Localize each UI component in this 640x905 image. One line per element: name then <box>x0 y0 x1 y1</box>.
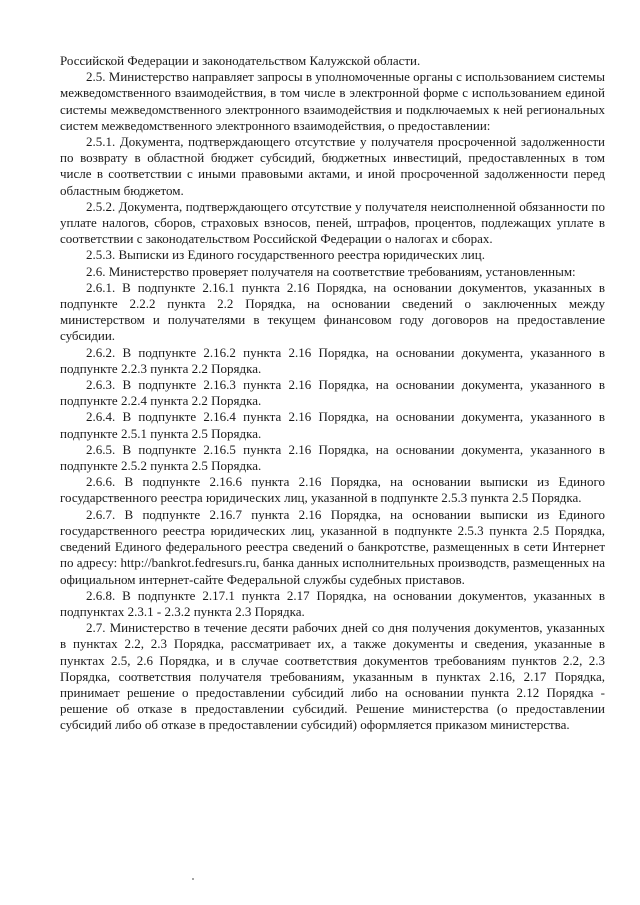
paragraph-2-5-3: 2.5.3. Выписки из Единого государственного реестра юридических лиц. <box>86 247 485 263</box>
document-page <box>60 53 605 734</box>
paragraph-2-6-6: 2.6.6. В подпункте 2.16.6 пункта 2.16 Порядка, на основании выписки из Единого государственного реестра юридических лиц, указанной в подпункте 2.5.3 пункта 2.5 Порядка. <box>60 474 605 506</box>
paragraph-continuation: Российской Федерации и законодательством Калужской области. <box>60 53 421 68</box>
paragraph-2-6-5: 2.6.5. В подпункте 2.16.5 пункта 2.16 Порядка, на основании документа, указанного в подпункте 2.5.2 пункта 2.5 Порядка. <box>60 441 605 474</box>
scan-speck <box>192 878 194 880</box>
paragraph-2-6: 2.6. Министерство проверяет получателя на соответствие требованиям, установленным: <box>86 263 576 279</box>
paragraph-2-6-8: 2.6.8. В подпункте 2.17.1 пункта 2.17 Порядка, на основании документов, указанных в подпунктах 2.3.1 - 2.3.2 пункта 2.3 Порядка. <box>60 587 605 619</box>
paragraph-2-7: 2.7. Министерство в течение десяти рабочих дней со дня получения документов, указанных в пунктах 2.2, 2.3 Порядка, рассматривает их, а также документы и сведения, указанные в пунктах 2.5, 2.6 Порядка, и в случае соответствия документов требованиям пунктов 2.2, 2.3 Порядка, соответствия получателя требованиям, указанным в пунктах 2.16, 2.17 Порядка, принимает решение о предоставлении субсидий либо на основании пункта 2.12 Порядка - решение об отказе в предоставлении субсидий. Решение министерства (о предоставлении субсидий либо об отказе в предоставлении субсидий) оформляется приказом министерства. <box>60 620 605 733</box>
paragraph-2-5-1: 2.5.1. Документа, подтверждающего отсутствие у получателя просроченной задолженности по возврату в областной бюджет субсидий, бюджетных инвестиций, предоставленных в том числе в соответствии с иными правовыми актами, и иной просроченной задолженности перед областным бюджетом. <box>60 134 605 198</box>
paragraph-2-6-4: 2.6.4. В подпункте 2.16.4 пункта 2.16 Порядка, на основании документа, указанного в подпункте 2.5.1 пункта 2.5 Порядка. <box>60 409 605 441</box>
paragraph-2-6-2: 2.6.2. В подпункте 2.16.2 пункта 2.16 Порядка, на основании документа, указанного в подпункте 2.2.3 пункта 2.2 Порядка. <box>60 344 605 376</box>
paragraph-2-5-2: 2.5.2. Документа, подтверждающего отсутствие у получателя неисполненной обязанности по уплате налогов, сборов, страховых взносов, пеней, штрафов, процентов, подлежащих уплате в соответствии с законодательством Российской Федерации о налогах и сборах. <box>60 198 605 247</box>
paragraph-2-5: 2.5. Министерство направляет запросы в уполномоченные органы с использованием системы межведомственного взаимодействия, в том числе в электронной форме с использованием единой системы межведомственного электронного взаимодействия и подключаемых к ней региональных систем межведомственного электронного взаимодействия, о предоставлении: <box>60 69 605 133</box>
paragraph-2-6-3: 2.6.3. В подпункте 2.16.3 пункта 2.16 Порядка, на основании документа, указанного в подпункте 2.2.4 пункта 2.2 Порядка. <box>60 377 605 409</box>
paragraph-2-6-1: 2.6.1. В подпункте 2.16.1 пункта 2.16 Порядка, на основании документов, указанных в подпункте 2.2.2 пункта 2.2 Порядка, на основании сведений о заключенных между министерством и получателями в текущем финансовом году договоров на предоставление субсидии. <box>60 279 605 344</box>
paragraph-2-6-7: 2.6.7. В подпункте 2.16.7 пункта 2.16 Порядка, на основании выписки из Единого государственного реестра юридических лиц, указанной в подпункте 2.5.3 пункта 2.5 Порядка, сведений Единого федерального реестра сведений о банкротстве, размещенных в сети Интернет по адресу: http://bankrot.fedresurs.ru, банка данных исполнительных производств, размещенных на официальном интернет-сайте Федеральной службы судебных приставов. <box>60 506 605 587</box>
